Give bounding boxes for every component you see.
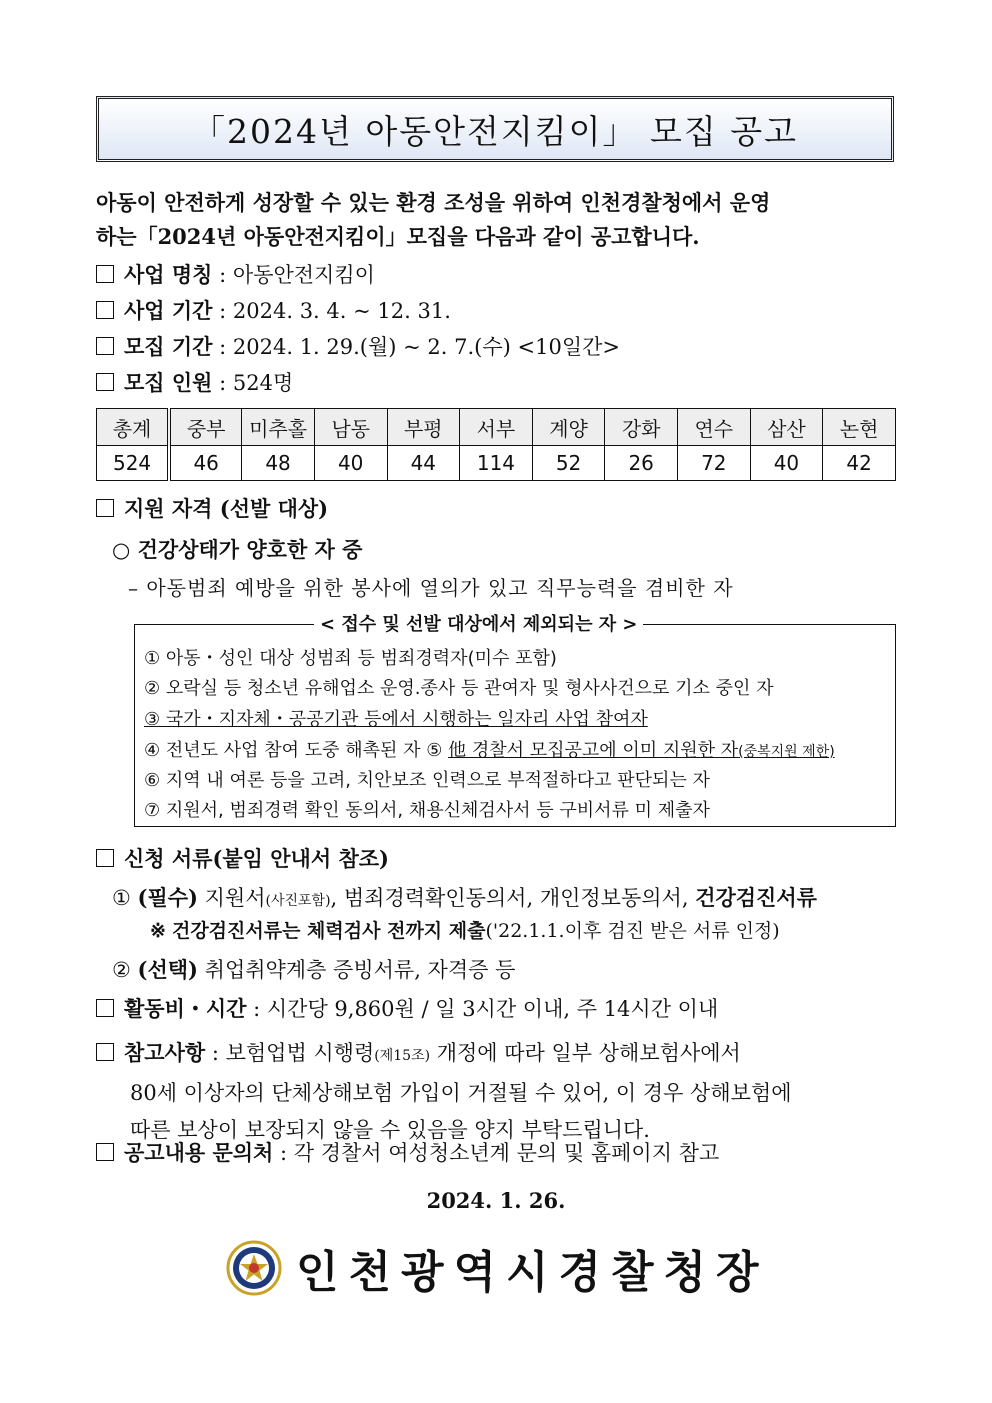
table-row (97, 446, 896, 481)
checkbox-square-icon (96, 301, 114, 319)
documents-heading-text: 신청 서류(붙임 안내서 참조) (124, 846, 389, 871)
eligibility-heading-text: 지원 자격 (선발 대상) (124, 496, 329, 521)
reference-label: 참고사항 (124, 1040, 206, 1065)
checkbox-square-icon (96, 499, 114, 517)
optional-number: ② (112, 958, 131, 982)
required-text: 지원서 (204, 886, 266, 910)
checkbox-square-icon (96, 849, 114, 867)
documents-note (150, 916, 780, 943)
table-header-cell: 삼산 (750, 409, 823, 446)
checkbox-square-icon (96, 265, 114, 283)
issuer-name: 인천광역시경찰청장 (296, 1247, 769, 1298)
allowance-value: : 시간당 9,860원 / 일 3시간 이내, 주 14시간 이내 (253, 997, 719, 1021)
reference-text-a: : 보험업법 시행령 (205, 1041, 375, 1065)
intro-line-1: 아동이 안전하게 성장할 수 있는 환경 조성을 위하여 인천경찰청에서 운영 (96, 190, 771, 215)
optional-label: (선택) (137, 957, 198, 982)
police-emblem-icon (226, 1240, 282, 1296)
quota-table (96, 408, 896, 481)
table-header-cell: 강화 (605, 409, 678, 446)
item-project-name (96, 260, 375, 290)
table-header-cell: 논현 (823, 409, 896, 446)
reference-line-3: 따른 보상이 보장되지 않을 수 있음을 양지 부탁드립니다. (130, 1118, 650, 1142)
table-cell: 44 (387, 446, 460, 481)
required-text-2: , 범죄경력확인동의서, 개인정보동의서, (330, 886, 696, 910)
eligibility-heading (96, 494, 328, 524)
table-cell: 40 (314, 446, 387, 481)
documents-optional (112, 954, 515, 984)
item-label: 사업 기간 (124, 298, 213, 323)
item-value: : 2024. 1. 29.(월) ~ 2. 7.(수) <10일간> (219, 335, 621, 359)
table-cell: 114 (460, 446, 533, 481)
item-label: 모집 기간 (124, 334, 213, 359)
table-cell: 40 (750, 446, 823, 481)
item-value: : 524명 (219, 371, 294, 395)
checkbox-square-icon (96, 337, 114, 355)
exclusion-item-3: ③ 국가・지자체・공공기관 등에서 시행하는 일자리 사업 참여자 (144, 709, 648, 730)
table-header-cell: 서부 (460, 409, 533, 446)
exclusion-item-7: ⑦ 지원서, 범죄경력 확인 동의서, 채용신체검사서 등 구비서류 미 제출자 (144, 800, 710, 821)
item-recruit-count (96, 368, 293, 398)
item-value: : 2024. 3. 4. ~ 12. 31. (219, 299, 451, 323)
optional-text: 취업취약계층 증빙서류, 자격증 등 (204, 958, 516, 982)
notice-title-box (96, 96, 894, 162)
item-label: 모집 인원 (124, 370, 213, 395)
table-header-row (97, 409, 896, 446)
eligibility-dash: – 아동범죄 예방을 위한 봉사에 열의가 있고 직무능력을 겸비한 자 (128, 576, 734, 600)
exclusion-item-4 (144, 736, 835, 762)
table-cell: 524 (97, 446, 170, 481)
table-cell: 72 (678, 446, 751, 481)
note-mark: ※ (150, 920, 166, 942)
eligibility-bullet: ○ 건강상태가 양호한 자 중 (112, 537, 363, 562)
required-label: (필수) (137, 885, 198, 910)
required-text-bold: 건강검진서류 (695, 885, 817, 910)
exclusion-item-1: ① 아동・성인 대상 성범죄 등 범죄경력자(미수 포함) (144, 648, 557, 669)
table-header-cell: 계양 (532, 409, 605, 446)
intro-line-2: 하는「2024년 아동안전지킴이」모집을 다음과 같이 공고합니다. (96, 224, 700, 249)
item-value: : 아동안전지킴이 (219, 263, 375, 287)
allowance-label: 활동비・시간 (124, 996, 247, 1021)
table-header-cell: 연수 (678, 409, 751, 446)
note-rest: ('22.1.1.이후 검진 받은 서류 인정) (485, 920, 780, 942)
item-project-period (96, 296, 451, 326)
table-cell: 42 (823, 446, 896, 481)
checkbox-square-icon (96, 1143, 114, 1161)
required-number: ① (112, 886, 131, 910)
table-header-cell: 미추홀 (242, 409, 315, 446)
table-header-cell: 총계 (97, 409, 170, 446)
table-header-cell: 남동 (314, 409, 387, 446)
reference-line-2: 80세 이상자의 단체상해보험 가입이 거절될 수 있어, 이 경우 상해보험에 (130, 1081, 792, 1105)
notice-date: 2024. 1. 26. (426, 1188, 566, 1213)
exclusion-title: < 접수 및 선발 대상에서 제외되는 자 > (314, 610, 643, 636)
exclusion-item-5-note: (중복지원 제한) (738, 744, 835, 760)
required-text-small: (사진포함) (265, 893, 331, 909)
reference-item (96, 1034, 896, 1149)
item-recruit-period (96, 332, 620, 362)
table-header-cell: 부평 (387, 409, 460, 446)
reference-line-1 (96, 1034, 896, 1075)
issuer-signature (226, 1236, 769, 1300)
contact-value: : 각 경찰서 여성청소년계 문의 및 홈페이지 참고 (280, 1141, 720, 1165)
note-bold: 건강검진서류는 체력검사 전까지 제출 (171, 920, 486, 942)
contact-item (96, 1138, 719, 1168)
checkbox-square-icon (96, 1043, 114, 1061)
reference-text-small: (제15조) (374, 1048, 431, 1064)
table-cell: 52 (532, 446, 605, 481)
exclusion-item-5-text: 他 경찰서 모집공고에 이미 지원한 자 (448, 740, 739, 761)
reference-text-b: 개정에 따라 일부 상해보험사에서 (430, 1041, 741, 1065)
exclusion-item-6: ⑥ 지역 내 여론 등을 고려, 치안보조 인력으로 부적절하다고 판단되는 자 (144, 770, 710, 791)
notice-title: 「2024년 아동안전지킴이」 모집 공고 (192, 111, 798, 151)
checkbox-square-icon (96, 999, 114, 1017)
table-cell: 26 (605, 446, 678, 481)
table-cell: 48 (242, 446, 315, 481)
documents-heading (96, 844, 389, 874)
exclusion-item-2: ② 오락실 등 청소년 유해업소 운영.종사 등 관여자 및 형사사건으로 기소 중인 자 (144, 678, 774, 699)
checkbox-square-icon (96, 373, 114, 391)
exclusion-item-4-text: ④ 전년도 사업 참여 도중 해촉된 자 ⑤ (144, 740, 449, 761)
intro-paragraph (96, 186, 896, 254)
contact-label: 공고내용 문의처 (124, 1140, 274, 1165)
allowance-item (96, 994, 718, 1024)
documents-required (112, 882, 817, 912)
table-cell: 46 (169, 446, 242, 481)
item-label: 사업 명칭 (124, 262, 213, 287)
table-header-cell: 중부 (169, 409, 242, 446)
